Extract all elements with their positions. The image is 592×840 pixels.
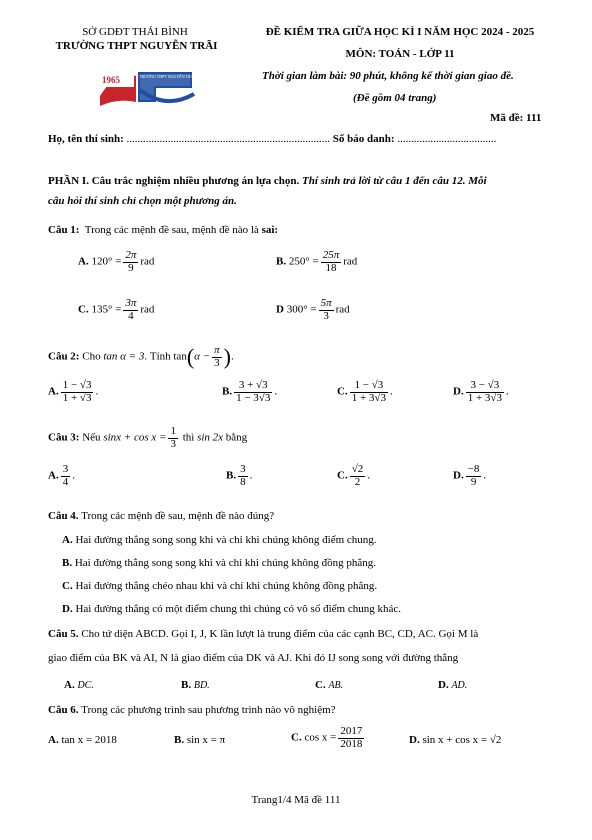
option-expr: 300° = (286, 303, 317, 316)
q2-expr-inner: α − (194, 350, 211, 363)
part1-instructions: Thí sinh trả lời từ câu 1 đến câu 12. Mỗi (302, 175, 487, 187)
option-label: A. (48, 385, 59, 398)
option-label: B. (226, 469, 237, 482)
option-text: Hai đường thẳng song song khi và chỉ khi chúng không điểm chung. (75, 534, 377, 546)
q1-option-a[interactable] (78, 250, 154, 274)
q4-option-b[interactable] (62, 557, 376, 569)
fraction-numerator: 3 (62, 463, 69, 475)
option-label: D. (453, 469, 464, 482)
q3-option-b[interactable]: B. $\frac{3}{8}$ . (226, 463, 253, 488)
option-label: D (276, 303, 284, 316)
q2-option-b[interactable]: B. $\frac{3 + √3}{1 - 3√3}$ . (222, 379, 278, 404)
q4-option-c[interactable] (62, 580, 377, 592)
q2-label: Câu 2: (48, 350, 80, 363)
option-label: A. (48, 469, 59, 482)
q1-text: Trong các mệnh đề sau, mệnh đề nào là (84, 224, 259, 236)
fraction-numerator: 1 (170, 425, 176, 437)
fraction-denominator: 4 (128, 309, 134, 322)
option-label: B. (222, 385, 233, 398)
option-text: Hai đường thẳng song song khi và chỉ khi chúng không đồng phẳng. (74, 557, 376, 569)
q2-text-2: . Tính (144, 350, 171, 363)
fraction-denominator: 9 (128, 261, 134, 274)
option-label: D. (453, 385, 464, 398)
option-expr: 135° = (91, 303, 122, 316)
option-text: AD. (451, 680, 468, 691)
fraction-denominator: 2018 (340, 737, 363, 750)
q5-text-2: giao điểm của BK và AI, N là giao điểm của DK và AJ. Khi đó IJ song song với đường thẳng (48, 652, 459, 664)
q3-label: Câu 3: (48, 431, 80, 444)
q6-text: Trong các phương trình sau phương trình nào vô nghiệm? (81, 704, 336, 716)
q1-label: Câu 1: (48, 224, 80, 236)
part1-title: PHẦN I. Câu trắc nghiệm nhiều phương án lựa chọn. (48, 175, 300, 187)
page-count: (Đề gồm 04 trang) (353, 92, 437, 104)
fraction-denominator: 3 (214, 356, 220, 369)
fraction-denominator: 2 (354, 475, 361, 488)
option-unit: rad (140, 255, 155, 268)
fraction-numerator: 2π (125, 249, 137, 261)
q3-expr: sinx + cos x = (103, 431, 167, 444)
option-label: D. (438, 679, 449, 691)
question-4 (48, 510, 274, 522)
option-text: Hai đường thẳng có một điểm chung thì chúng có vô số điểm chung khác. (75, 603, 401, 615)
q4-option-d[interactable] (62, 603, 401, 615)
q5-option-a[interactable] (64, 679, 94, 691)
q5-option-c[interactable] (315, 679, 343, 691)
q5-option-d[interactable] (438, 679, 467, 691)
id-field[interactable]: .................................... (397, 133, 497, 145)
q6-option-b[interactable] (174, 734, 225, 746)
q2-option-c[interactable]: C. $\frac{1 - √3}{1 + 3√3}$ . (337, 379, 393, 404)
option-label: C. (337, 385, 348, 398)
question-3 (48, 426, 247, 450)
option-label: A. (78, 255, 89, 268)
q4-text: Trong các mệnh đề sau, mệnh đề nào đúng? (81, 510, 275, 522)
fraction-numerator: 3 − √3 (466, 380, 504, 393)
q3-option-c[interactable]: C. $\frac{√2}{2}$ . (337, 463, 370, 488)
subject-title: MÔN: TOÁN - LỚP 11 (345, 48, 455, 60)
q6-label: Câu 6. (48, 704, 79, 716)
question-2: Câu 2: Cho tan α = 3. Tính tan(α − $\frac{\pi}{3}$ ). (48, 343, 234, 369)
question-5 (48, 628, 478, 640)
option-label: A. (64, 679, 75, 691)
fraction-numerator: π (214, 343, 220, 356)
fraction-denominator: 18 (325, 261, 337, 274)
q5-label: Câu 5. (48, 628, 79, 640)
option-label: A. (62, 534, 73, 546)
q4-label: Câu 4. (48, 510, 79, 522)
q1-option-b[interactable] (276, 250, 357, 274)
option-text: sin x + cos x = √2 (422, 734, 502, 746)
fraction-numerator: 25π (322, 249, 340, 261)
exam-title: ĐỀ KIỂM TRA GIỮA HỌC KÌ I NĂM HỌC 2024 - 2025 (265, 26, 535, 38)
q3-option-a[interactable]: A. $\frac{3}{4}$ . (48, 463, 75, 488)
exam-code: Mã đề: 111 (490, 112, 542, 124)
question-1 (48, 224, 278, 236)
q1-option-d[interactable] (276, 298, 350, 322)
q2-expr: tan (173, 350, 187, 363)
option-label: C. (62, 580, 73, 592)
part1-instructions-2: câu hỏi thí sinh chỉ chọn một phương án. (48, 195, 237, 207)
q5-text-1: Cho tứ diện ABCD. Gọi I, J, K lần lượt là trung điểm của các cạnh BC, CD, AC. Gọi M là (81, 628, 479, 640)
fraction-numerator: 3 + √3 (234, 380, 272, 393)
fraction-denominator: 3 (323, 309, 329, 322)
fraction-denominator: 4 (62, 475, 69, 488)
option-text: BD. (193, 680, 210, 691)
fraction-numerator: √2 (351, 463, 364, 475)
q6-option-a[interactable] (48, 734, 117, 746)
q4-option-a[interactable] (62, 534, 377, 546)
question-6 (48, 704, 336, 716)
fraction-denominator: 1 − 3√3 (236, 391, 271, 404)
name-label: Họ, tên thí sinh: (48, 133, 124, 145)
option-label: B. (174, 734, 185, 746)
fraction-denominator: 1 + √3 (62, 391, 92, 404)
exam-time: Thời gian làm bài: 90 phút, không kể thời gian giao đề. (262, 70, 514, 82)
option-text: AB. (328, 680, 344, 691)
name-field[interactable]: .......................................................................... (126, 133, 331, 145)
fraction-numerator: 5π (320, 297, 332, 309)
option-expr: 120° = (91, 255, 122, 268)
option-text: DC. (77, 680, 94, 691)
fraction-numerator: 3π (125, 297, 137, 309)
part1-heading (48, 175, 487, 187)
fraction-denominator: 8 (240, 475, 246, 488)
q2-text: Cho (82, 350, 101, 363)
q3-text: Nếu (82, 431, 101, 444)
option-label: C. (78, 303, 89, 316)
logo-text: TRƯỜNG THPT NGUYỄN TRÃI (139, 74, 195, 79)
fraction-numerator: 3 (240, 463, 246, 475)
q3-text-3: bằng (225, 431, 248, 444)
q2-condition: tan α = 3 (103, 350, 145, 363)
school-logo (96, 66, 196, 112)
fraction-denominator: 3 (170, 437, 176, 450)
q2-option-d[interactable]: D. $\frac{3 - √3}{1 + 3√3}$ . (453, 379, 509, 404)
fraction-numerator: 1 − √3 (350, 380, 388, 393)
student-info-line (48, 133, 496, 145)
option-label: B. (276, 255, 287, 268)
option-label: A. (48, 734, 59, 746)
q6-option-c[interactable] (291, 726, 366, 750)
logo-year: 1965 (102, 75, 120, 85)
fraction-numerator: 1 − √3 (62, 379, 92, 391)
q1-option-c[interactable] (78, 298, 154, 322)
department-name: SỞ GDĐT THÁI BÌNH (82, 26, 188, 38)
fraction-numerator: 2017 (340, 725, 363, 737)
q3-expr-2: sin 2x (197, 431, 224, 444)
option-unit: rad (140, 303, 155, 316)
option-text: Hai đường thẳng chéo nhau khi và chỉ khi chúng không đồng phẳng. (75, 580, 378, 592)
q1-emphasis: sai: (261, 224, 279, 236)
fraction-denominator: 1 + 3√3 (467, 391, 502, 404)
option-label: C. (291, 731, 302, 744)
fraction-numerator: −8 (467, 463, 480, 475)
fraction-denominator: 1 + 3√3 (351, 391, 386, 404)
option-expr: 250° = (288, 255, 319, 268)
q6-option-d[interactable] (409, 734, 501, 746)
id-label: Số báo danh: (332, 133, 395, 145)
option-label: B. (181, 679, 192, 691)
option-text: tan x = 2018 (61, 734, 117, 746)
option-label: B. (62, 557, 73, 569)
fraction-denominator: 9 (470, 475, 477, 488)
option-label: C. (315, 679, 326, 691)
q2-option-a[interactable]: A. $\frac{1 - √3}{1 + √3}$ . (48, 379, 99, 404)
option-unit: rad (335, 303, 350, 316)
option-text: sin x = π (186, 734, 226, 746)
q5-option-b[interactable] (181, 679, 210, 691)
option-expr: cos x = (304, 731, 337, 744)
page-footer: Trang1/4 Mã đề 111 (251, 794, 341, 806)
option-label: D. (409, 734, 420, 746)
option-label: C. (337, 469, 348, 482)
q3-option-d[interactable]: D. $\frac{-8}{9}$ . (453, 463, 487, 488)
q3-text-2: thì (182, 431, 195, 444)
school-name: TRƯỜNG THPT NGUYỄN TRÃI (55, 40, 218, 52)
option-unit: rad (343, 255, 358, 268)
option-label: D. (62, 603, 73, 615)
